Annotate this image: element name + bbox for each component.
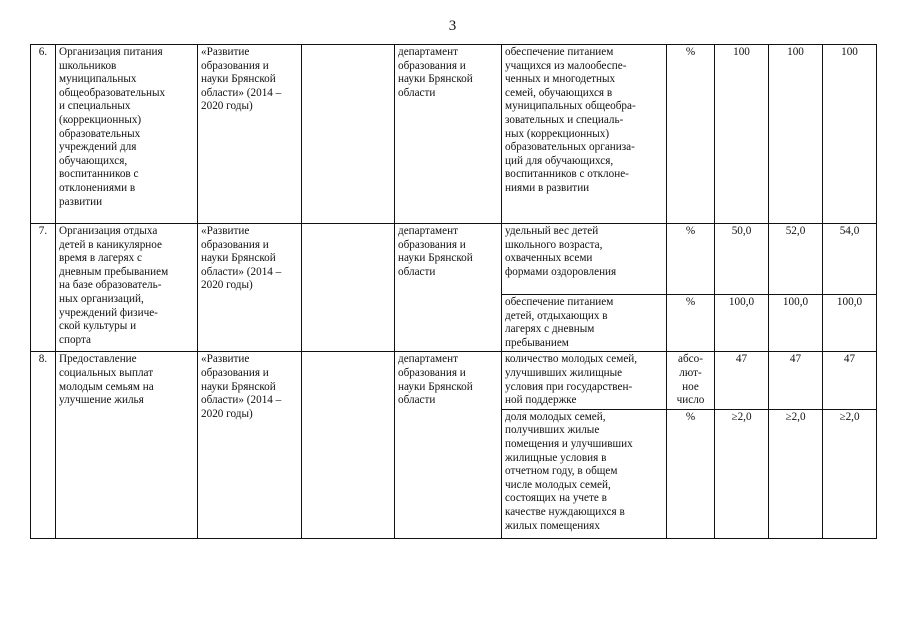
responsible-department: департамент образования и науки Брянской области (395, 352, 502, 538)
indicator-value-2: 100,0 (769, 295, 823, 352)
empty-cell (302, 45, 395, 224)
table-row (31, 352, 877, 409)
empty-cell (302, 352, 395, 538)
indicator-value-1: 100,0 (715, 295, 769, 352)
indicator-unit: % (667, 295, 715, 352)
state-program: «Развитие образования и науки Брянской области» (2014 – 2020 годы) (198, 352, 302, 538)
row-number: 8. (31, 352, 56, 538)
program-indicators-table (30, 44, 877, 539)
indicator-unit: % (667, 224, 715, 295)
row-number: 6. (31, 45, 56, 224)
indicator-value-2: 100 (769, 45, 823, 224)
indicator-value-3: 100 (823, 45, 877, 224)
indicator-text: доля молодых семей, получивших жилые помещения и улучшивших жилищные условия в отчетном году, в общем числе молодых семей, состоящих на учете в качестве нуждающихся в жилых помещениях (502, 409, 667, 538)
indicator-value-3: 54,0 (823, 224, 877, 295)
table-row (31, 224, 877, 295)
indicator-value-2: ≥2,0 (769, 409, 823, 538)
empty-cell (302, 224, 395, 352)
indicator-text: количество молодых семей, улучшивших жилищные условия при государствен- ной поддержке (502, 352, 667, 409)
indicator-value-2: 52,0 (769, 224, 823, 295)
indicator-text: обеспечение питанием учащихся из малообеспе- ченных и многодетных семей, обучающихся в муниципальных общеобра- зовательных и специаль- ных (коррекционных) образовательных организа- ций для обучающихся, воспитанников с отклоне- ниями в развитии (502, 45, 667, 224)
indicator-value-3: ≥2,0 (823, 409, 877, 538)
indicator-value-1: 47 (715, 352, 769, 409)
indicator-unit: абсо- лют- ное число (667, 352, 715, 409)
indicator-value-1: 100 (715, 45, 769, 224)
responsible-department: департамент образования и науки Брянской области (395, 224, 502, 352)
page-number: 3 (448, 18, 457, 34)
row-number: 7. (31, 224, 56, 352)
indicator-value-1: ≥2,0 (715, 409, 769, 538)
indicator-text: обеспечение питанием детей, отдыхающих в лагерях с дневным пребыванием (502, 295, 667, 352)
responsible-department: департамент образования и науки Брянской области (395, 45, 502, 224)
indicator-unit: % (667, 45, 715, 224)
indicator-value-3: 47 (823, 352, 877, 409)
activity-name: Предоставление социальных выплат молодым семьям на улучшение жилья (56, 352, 198, 538)
state-program: «Развитие образования и науки Брянской области» (2014 – 2020 годы) (198, 224, 302, 352)
indicator-value-3: 100,0 (823, 295, 877, 352)
indicator-text: удельный вес детей школьного возраста, охваченных всеми формами оздоровления (502, 224, 667, 295)
state-program: «Развитие образования и науки Брянской области» (2014 – 2020 годы) (198, 45, 302, 224)
indicator-value-1: 50,0 (715, 224, 769, 295)
table-row (31, 45, 877, 224)
activity-name: Организация отдыха детей в каникулярное время в лагерях с дневным пребыванием на базе образователь- ных организаций, учреждений физиче- ской культуры и спорта (56, 224, 198, 352)
indicator-value-2: 47 (769, 352, 823, 409)
activity-name: Организация питания школьников муниципальных общеобразовательных и специальных (коррекционных) образовательных учреждений для обучающихся, воспитанников с отклонениями в развитии (56, 45, 198, 224)
indicator-unit: % (667, 409, 715, 538)
